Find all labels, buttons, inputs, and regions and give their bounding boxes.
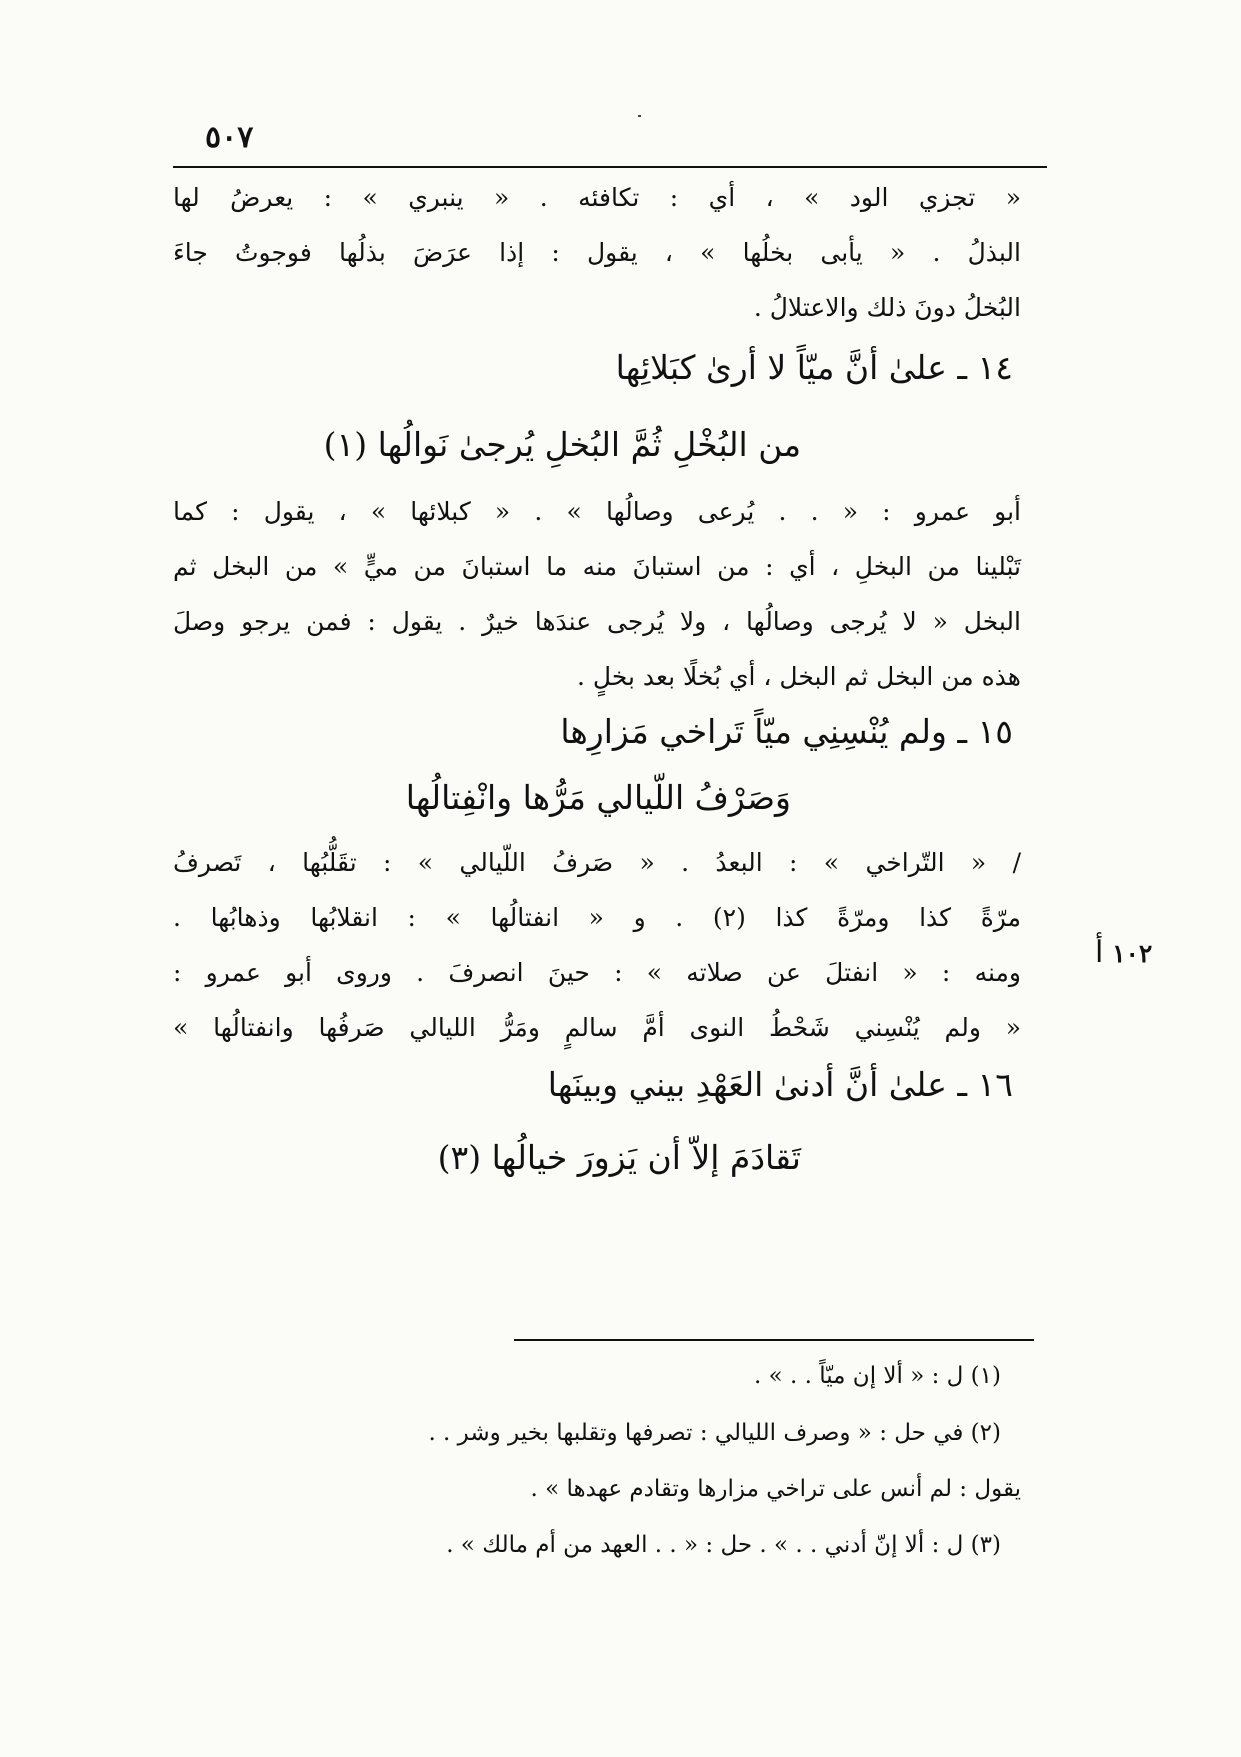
header-rule: [173, 166, 1047, 168]
commentary-line: البذلُ . « يأبى بخلُها » ، يقول : إذا عرَضَ بذلُها فوجوتُ جاءَ: [173, 238, 1021, 267]
verse-15-second-hemistich: وَصَرْفُ اللّيالي مَرُّها وانْفِتالُها: [405, 778, 791, 817]
verse-14-second-hemistich: من البُخْلِ ثُمَّ البُخلِ يُرجىٰ نَوالُها (١): [323, 425, 801, 464]
commentary-line: تَبْلينا من البخلِ ، أي : من استبانَ منه ما استبانَ من ميٍّ » من البخل ثم: [173, 552, 1021, 581]
commentary-line: / « التّراخي » : البعدُ . « صَرفُ اللّيالي » : تقَلُّبُها ، تَصرفُ: [173, 848, 1021, 877]
commentary-line: ومنه : « انفتلَ عن صلاته » : حينَ انصرفَ . وروى أبو عمرو :: [173, 958, 1021, 987]
commentary-line: هذه من البخل ثم البخل ، أي بُخلًا بعد بخلٍ .: [577, 662, 1021, 691]
folio-number: ١٠٢: [1112, 939, 1153, 968]
commentary-line: البُخلُ دونَ ذلك والاعتلالُ .: [753, 293, 1021, 322]
commentary-line: البخل « لا يُرجى وصالُها ، ولا يُرجى عندَها خيرٌ . يقول : فمن يرجو وصلَ: [173, 607, 1021, 636]
commentary-line: أبو عمرو : « . . يُرعى وصالُها » . « كبلائها » ، يقول : كما: [173, 497, 1021, 526]
footnote-rule: [514, 1339, 1034, 1341]
scan-speck: [638, 115, 641, 117]
footnote: (٢) في حل : « وصرف الليالي : تصرفها وتقلبها بخير وشر . .: [428, 1420, 1001, 1446]
verse-16-first-hemistich: ١٦ ـ علىٰ أنَّ أدنىٰ العَهْدِ بيني وبينَها: [547, 1065, 1013, 1104]
folio-letter: أ: [1095, 935, 1104, 970]
verse-14-first-hemistich: ١٤ ـ علىٰ أنَّ ميّاً لا أرىٰ كبَلائِها: [615, 348, 1013, 387]
verse-15-first-hemistich: ١٥ ـ ولم يُنْسِنِي ميّاً تَراخي مَزارِها: [560, 712, 1013, 751]
footnote: (٣) ل : ألا إنّ أدني . . » . حل : « . . العهد من أم مالك » .: [446, 1532, 1001, 1558]
quoted-verse-line: « ولم يُنْسِني شَحْطُ النوى أمَّ سالمٍ ومَرُّ الليالي صَرفُها وانفتالُها »: [173, 1013, 1021, 1042]
manuscript-folio-note: [1095, 935, 1152, 970]
page-number: ٥٠٧: [205, 120, 254, 155]
commentary-line: « تجزي الود » ، أي : تكافئه . « ينبري » : يعرضُ لها: [173, 183, 1021, 212]
verse-16-second-hemistich: تَقادَمَ إلاّ أن يَزورَ خيالُها (٣): [437, 1138, 801, 1177]
footnote: (١) ل : « ألا إن ميّاً . . » .: [753, 1363, 1001, 1389]
footnote-continuation: يقول : لم أنس على تراخي مزارها وتقادم عهدها » .: [530, 1476, 1021, 1502]
commentary-line: مرّةً كذا ومرّةً كذا (٢) . و « انفتالُها » : انقلابُها وذهابُها .: [173, 903, 1021, 932]
